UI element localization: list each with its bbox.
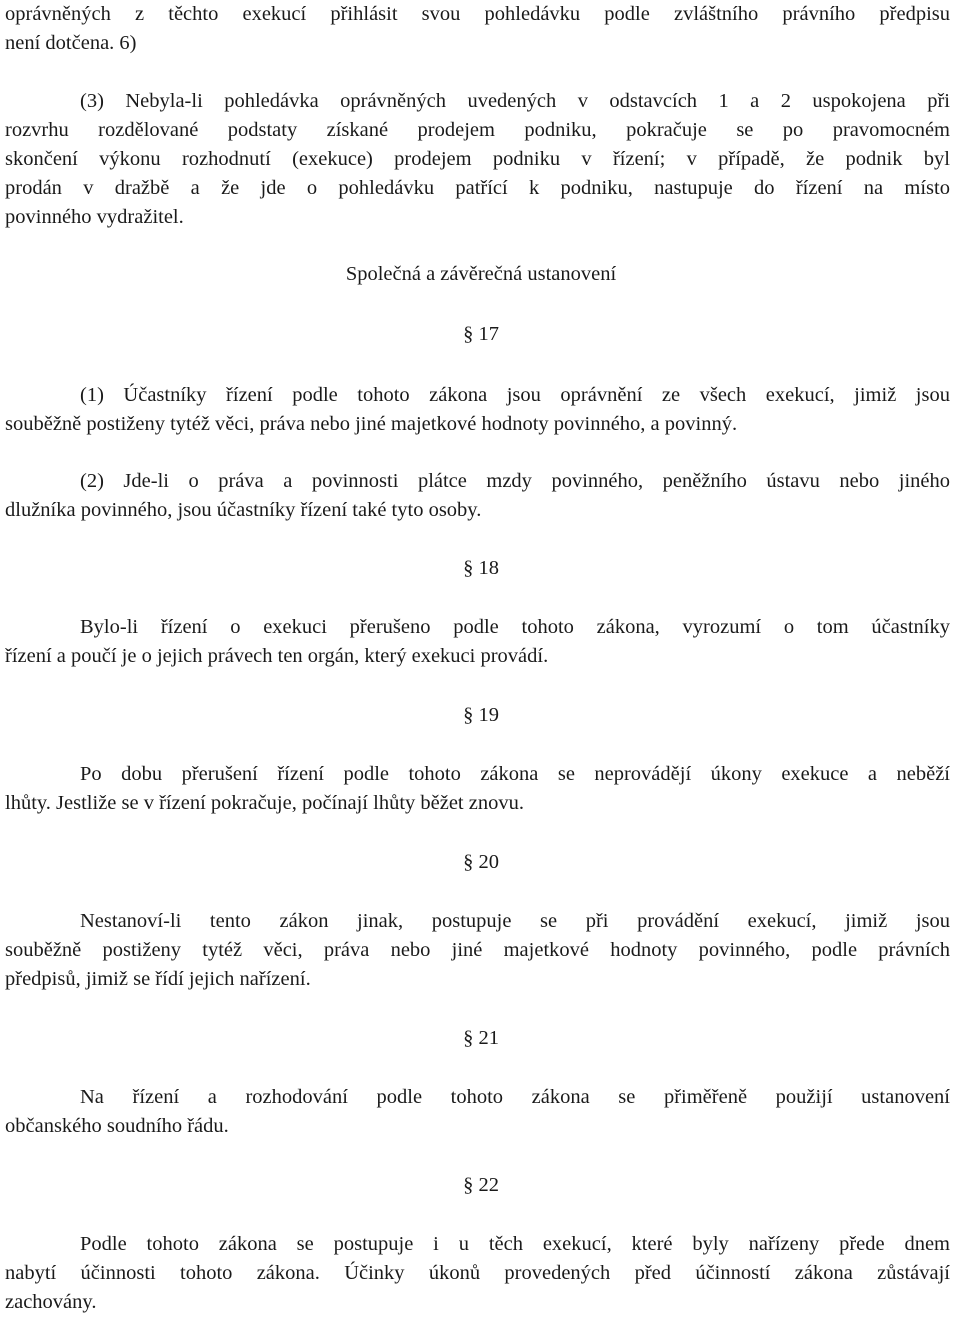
paragraph-line: souběžně postiženy tytéž věci, práva nebo jiné majetkové hodnoty povinného, podle právních [5,939,950,961]
paragraph-line: Bylo-li řízení o exekuci přerušeno podle tohoto zákona, vyrozumí o tom účastníky [80,616,950,638]
paragraph-line: (1) Účastníky řízení podle tohoto zákona jsou oprávnění ze všech exekucí, jimiž jsou [80,384,950,406]
paragraph-line: zachovány. [5,1291,97,1313]
paragraph-line: občanského soudního řádu. [5,1115,229,1137]
paragraph-line: řízení a poučí je o jejich právech ten orgán, který exekuci provádí. [5,645,549,667]
section-number: § 21 [463,1027,499,1049]
paragraph-line: nabytí účinnosti tohoto zákona. Účinky úkonů provedených před účinností zákona zůstávají [5,1262,950,1284]
paragraph-line: Po dobu přerušení řízení podle tohoto zákona se neprovádějí úkony exekuce a neběží [80,763,950,785]
section-number: § 20 [463,851,499,873]
paragraph-line: lhůty. Jestliže se v řízení pokračuje, počínají lhůty běžet znovu. [5,792,524,814]
paragraph-line: (2) Jde-li o práva a povinnosti plátce mzdy povinného, peněžního ústavu nebo jiného [80,470,950,492]
paragraph-line: Podle tohoto zákona se postupuje i u těch exekucí, které byly nařízeny přede dnem [80,1233,950,1255]
paragraph-line: souběžně postiženy tytéž věci, práva nebo jiné majetkové hodnoty povinného, a povinný. [5,413,738,435]
paragraph-line: předpisů, jimiž se řídí jejich nařízení. [5,968,311,990]
paragraph-line: (3) Nebyla-li pohledávka oprávněných uvedených v odstavcích 1 a 2 uspokojena při [80,90,950,112]
paragraph-line: Nestanoví-li tento zákon jinak, postupuje se při provádění exekucí, jimiž jsou [80,910,950,932]
paragraph-line: Na řízení a rozhodování podle tohoto zákona se přiměřeně použijí ustanovení [80,1086,950,1108]
section-number: § 17 [463,323,499,345]
paragraph-line: skončení výkonu rozhodnutí (exekuce) prodejem podniku v řízení; v případě, že podnik byl [5,148,950,170]
section-heading: Společná a závěrečná ustanovení [345,263,617,285]
paragraph-line: není dotčena. 6) [5,32,137,54]
paragraph-line: povinného vydražitel. [5,206,184,228]
paragraph-line: dlužníka povinného, jsou účastníky řízení také tyto osoby. [5,499,482,521]
section-number: § 22 [463,1174,499,1196]
paragraph-line: prodán v dražbě a že jde o pohledávku patřící k podniku, nastupuje do řízení na místo [5,177,950,199]
section-number: § 19 [463,704,499,726]
section-number: § 18 [463,557,499,579]
paragraph-line: rozvrhu rozdělované podstaty získané prodejem podniku, pokračuje se po pravomocném [5,119,950,141]
paragraph-line: oprávněných z těchto exekucí přihlásit svou pohledávku podle zvláštního právního předpisu [5,3,950,25]
